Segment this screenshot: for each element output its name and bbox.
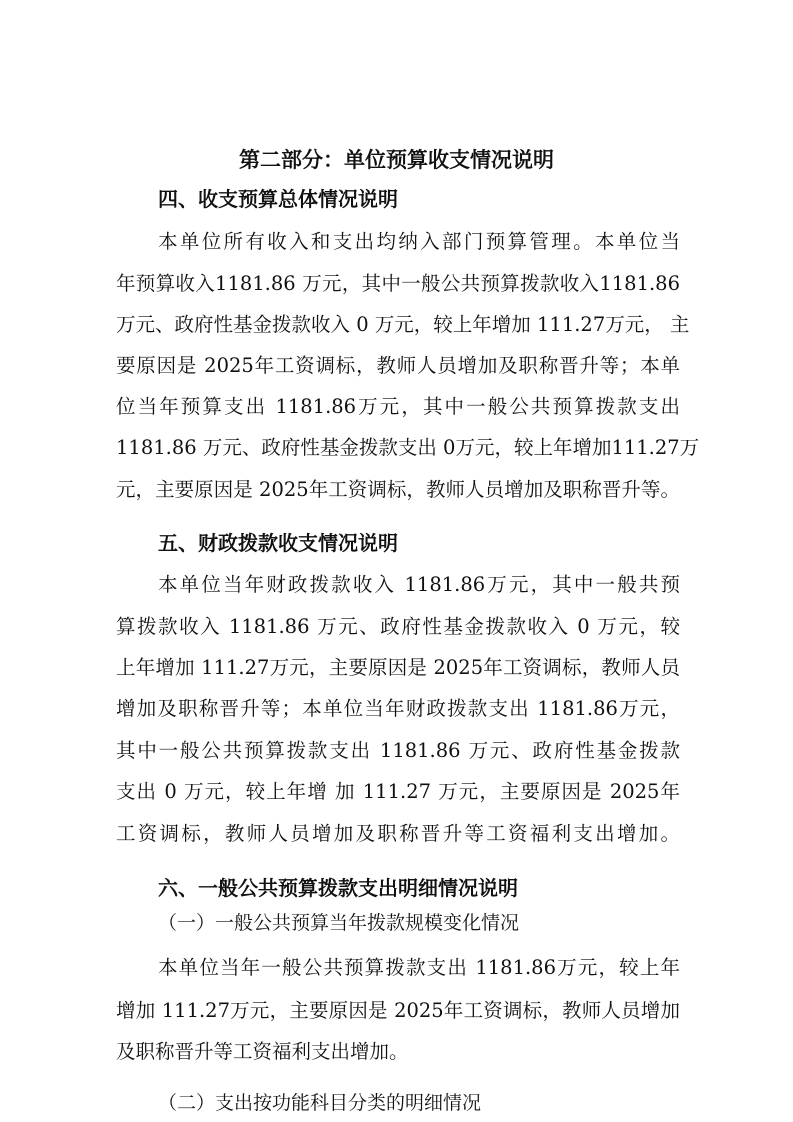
paragraph-line: 万元、政府性基金拨款收入 0 万元，较上年增加 111.27万元， 主 (116, 313, 690, 336)
paragraph-line: 工资调标，教师人员增加及职称晋升等工资福利支出增加。 (116, 822, 680, 845)
section-heading: 五、财政拨款收支情况说明 (158, 531, 398, 555)
subsection-heading: （一）一般公共预算当年拨款规模变化情况 (158, 912, 520, 934)
subsection-heading: （二）支出按功能科目分类的明细情况 (158, 1092, 482, 1114)
paragraph-line: 及职称晋升等工资福利支出增加。 (116, 1040, 409, 1063)
paragraph-line: 元，主要原因是 2025年工资调标，教师人员增加及职称晋升等。 (116, 478, 680, 501)
paragraph-line: 本单位所有收入和支出均纳入部门预算管理。本单位当 (158, 230, 680, 253)
paragraph-line: 其中一般公共预算拨款支出 1181.86 万元、政府性基金拨款 (116, 739, 680, 762)
page-title: 第二部分：单位预算收支情况说明 (239, 147, 554, 172)
section-heading: 四、收支预算总体情况说明 (158, 187, 398, 211)
paragraph-line: 要原因是 2025年工资调标，教师人员增加及职称晋升等；本单 (116, 354, 680, 377)
paragraph-line: 算拨款收入 1181.86 万元、政府性基金拨款收入 0 万元，较 (116, 615, 680, 638)
paragraph-line: 增加及职称晋升等；本单位当年财政拨款支出 1181.86万元， (116, 697, 680, 720)
paragraph-line: 1181.86 万元、政府性基金拨款支出 0万元，较上年增加111.27万 (116, 436, 700, 459)
section-heading: 六、一般公共预算拨款支出明细情况说明 (158, 876, 518, 900)
paragraph-line: 本单位当年一般公共预算拨款支出 1181.86万元，较上年 (158, 956, 680, 979)
paragraph-line: 上年增加 111.27万元，主要原因是 2025年工资调标，教师人员 (116, 656, 680, 679)
paragraph-line: 本单位当年财政拨款收入 1181.86万元，其中一般共预 (158, 573, 680, 596)
paragraph-line: 年预算收入1181.86 万元，其中一般公共预算拨款收入1181.86 (116, 272, 680, 295)
paragraph-line: 支出 0 万元，较上年增 加 111.27 万元，主要原因是 2025年 (116, 780, 680, 803)
paragraph-line: 位当年预算支出 1181.86万元，其中一般公共预算拨款支出 (116, 395, 680, 418)
paragraph-line: 增加 111.27万元，主要原因是 2025年工资调标，教师人员增加 (116, 999, 680, 1022)
